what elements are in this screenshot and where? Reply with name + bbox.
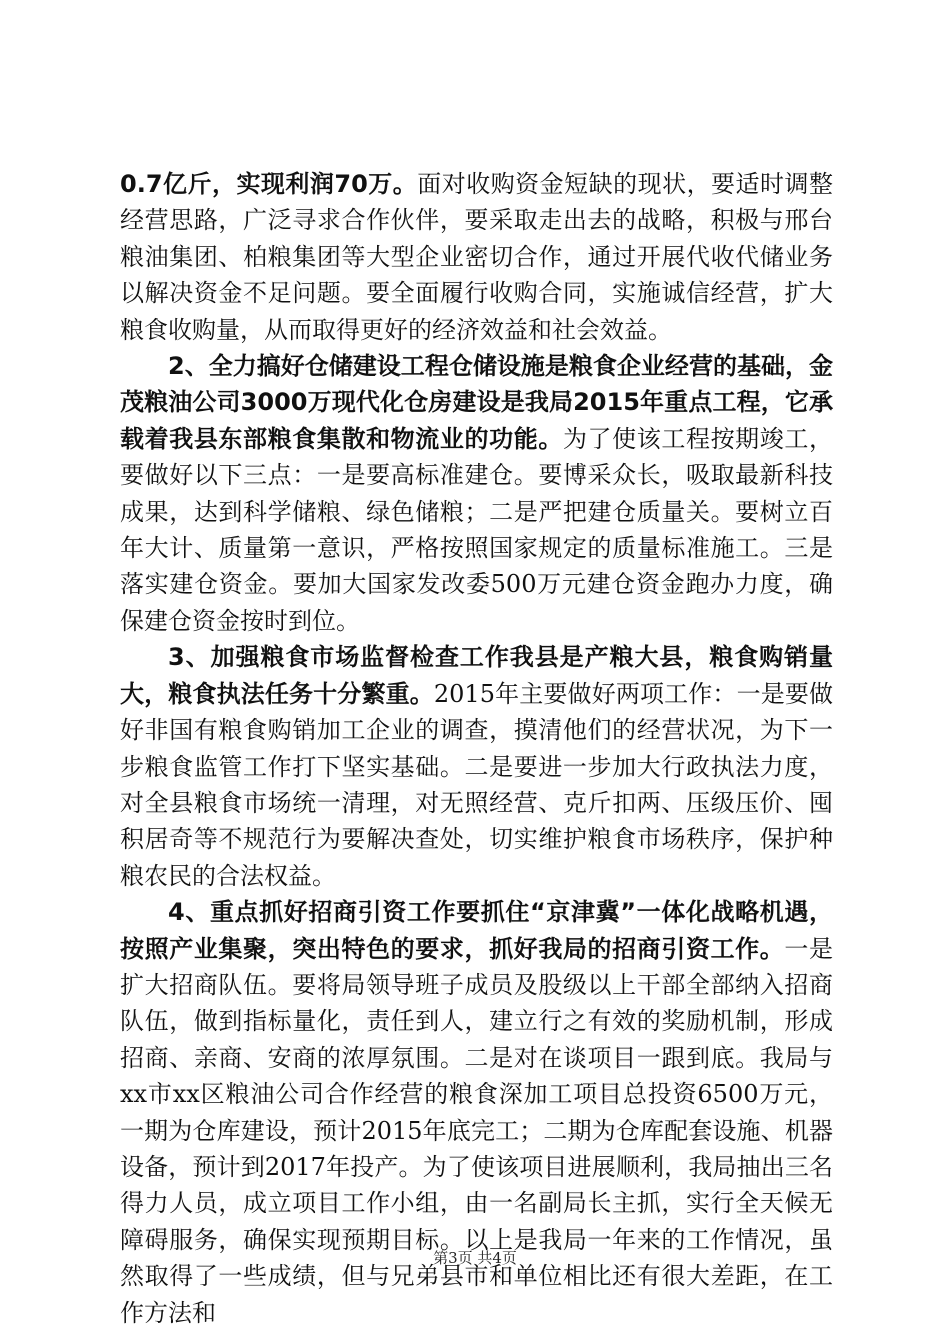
document-body — [120, 166, 833, 1331]
paragraph-4-lead: 4、重点抓好招商引资工作要抓住“京津冀”一体化战略机遇，按照产业集聚，突出特色的要求，抓好我局的招商引资工作。 — [120, 898, 833, 963]
page-number-label: 第3页 共4页 — [433, 1249, 517, 1267]
paragraph-2-lead: 2、全力搞好仓储建设工程仓储设施是粮食企业经营的基础，金茂粮油公司3000万现代化仓房建设是我局2015年重点工程，它承载着我县东部粮食集散和物流业的功能。 — [120, 352, 833, 453]
paragraph-4-text: 一是扩大招商队伍。要将局领导班子成员及股级以上干部全部纳入招商队伍，做到指标量化，责任到人，建立行之有效的奖励机制，形成招商、亲商、安商的浓厚氛围。二是对在谈项目一跟到底。我局与xx市xx区粮油公司合作经营的粮食深加工项目总投资6500万元，一期为仓库建设，预计2015年底完工；二期为仓库配套设施、机器设备，预计到2017年投产。为了使该项目进展顺利，我局抽出三名得力人员，成立项目工作小组，由一名副局长主抓，实行全天候无障碍服务，确保实现预期目标。以上是我局一年来的工作情况，虽然取得了一些成绩，但与兄弟县市和单位相比还有很大差距，在工作方法和 — [120, 934, 833, 1327]
paragraph-2-text: 为了使该工程按期竣工，要做好以下三点：一是要高标准建仓。要博采众长，吸取最新科技成果，达到科学储粮、绿色储粮；二是严把建仓质量关。要树立百年大计、质量第一意识，严格按照国家规定的质量标准施工。三是落实建仓资金。要加大国家发改委500万元建仓资金跑办力度，确保建仓资金按时到位。 — [120, 424, 834, 635]
paragraph-1 — [120, 166, 833, 348]
page-footer — [0, 1247, 950, 1268]
paragraph-1-lead: 0.7亿斤，实现利润70万。 — [120, 170, 418, 198]
paragraph-3 — [120, 639, 833, 894]
paragraph-3-lead: 3、加强粮食市场监督检查工作我县是产粮大县，粮食购销量大，粮食执法任务十分繁重。 — [120, 643, 833, 708]
paragraph-2 — [120, 348, 833, 639]
paragraph-1-text: 面对收购资金短缺的现状，要适时调整经营思路，广泛寻求合作伙伴，要采取走出去的战略，积极与邢台粮油集团、柏粮集团等大型企业密切合作，通过开展代收代储业务以解决资金不足问题。要全面履行收购合同，实施诚信经营，扩大粮食收购量，从而取得更好的经济效益和社会效益。 — [120, 170, 833, 344]
paragraph-3-text: 2015年主要做好两项工作：一是要做好非国有粮食购销加工企业的调查，摸清他们的经营状况，为下一步粮食监管工作打下坚实基础。二是要进一步加大行政执法力度，对全县粮食市场统一清理，对无照经营、克斤扣两、压级压价、囤积居奇等不规范行为要解决查处，切实维护粮食市场秩序，保护种粮农民的合法权益。 — [120, 679, 834, 890]
